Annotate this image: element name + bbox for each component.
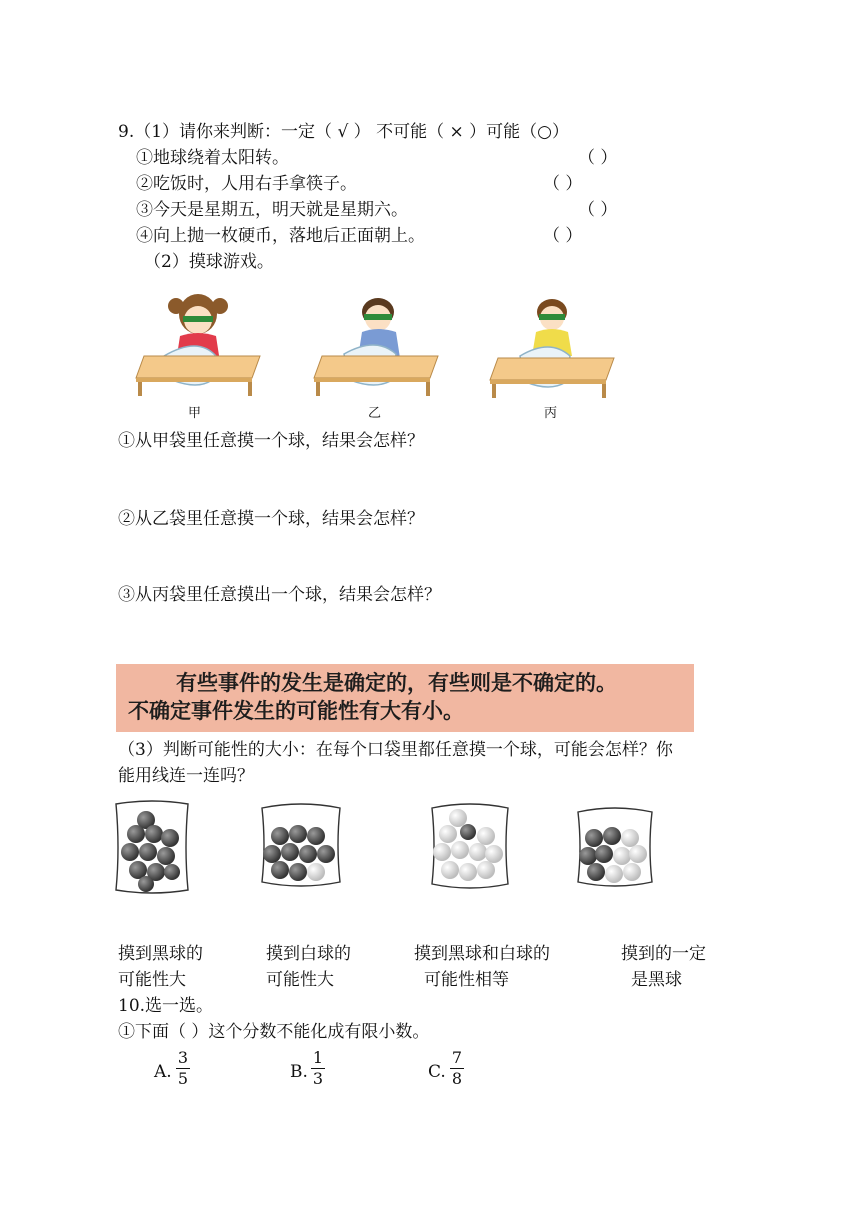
option-a-numerator: 3 — [177, 1048, 189, 1067]
scene-label-jia: 甲 — [188, 406, 202, 421]
blindfold-icon — [364, 314, 392, 320]
prob-label-4-line2: 是黑球 — [631, 970, 682, 990]
table-icon — [490, 358, 614, 380]
option-b-letter[interactable]: B. — [290, 1062, 308, 1082]
q9-item-2-blank[interactable]: （ ） — [543, 174, 583, 194]
q9-question-2: ②从乙袋里任意摸一个球，结果会怎样？ — [118, 509, 424, 529]
scene-yi-illustration — [306, 280, 446, 400]
q9-item-4: ④向上抛一枚硬币，落地后正面朝上。 — [136, 226, 425, 246]
q9-item-1-blank[interactable]: （ ） — [578, 148, 618, 168]
scene-label-bing: 丙 — [544, 406, 558, 421]
option-c-letter[interactable]: C. — [428, 1062, 446, 1082]
scene-bing-illustration — [482, 282, 622, 402]
q9-item-3: ③今天是星期五，明天就是星期六。 — [136, 200, 408, 220]
option-b-denominator: 3 — [312, 1069, 324, 1088]
ball-bag-4 — [574, 804, 656, 890]
option-c-denominator: 8 — [451, 1069, 463, 1088]
ball-bag-1 — [112, 798, 192, 898]
blindfold-icon — [539, 314, 565, 320]
note-line-2: 不确定事件发生的可能性有大有小。 — [128, 699, 464, 723]
q10-question-1: ①下面（ ）这个分数不能化成有限小数。 — [118, 1022, 430, 1042]
prob-label-2-line2: 可能性大 — [266, 970, 334, 990]
blindfold-icon — [183, 316, 213, 322]
prob-label-3-line2: 可能性相等 — [424, 970, 509, 990]
option-c-fraction[interactable] — [450, 1050, 464, 1087]
prob-label-1-line2: 可能性大 — [118, 970, 186, 990]
q9-question-1: ①从甲袋里任意摸一个球，结果会怎样？ — [118, 431, 424, 451]
ball-bag-2 — [258, 800, 344, 890]
option-a-denominator: 5 — [177, 1069, 189, 1088]
prob-label-4-line1: 摸到的一定 — [621, 944, 706, 964]
q9-item-3-blank[interactable]: （ ） — [578, 200, 618, 220]
prob-label-3-line1: 摸到黑球和白球的 — [414, 944, 550, 964]
ball-bag-3 — [428, 800, 512, 892]
q9-item-2: ②吃饭时，人用右手拿筷子。 — [136, 174, 357, 194]
q9-header: 9.（1）请你来判断：一定（ √ ） 不可能（ × ）可能（○） — [118, 122, 569, 142]
table-icon — [314, 356, 438, 378]
part3-line-1: （3）判断可能性的大小：在每个口袋里都任意摸一个球，可能会怎样？你 — [118, 740, 673, 760]
q9-item-4-blank[interactable]: （ ） — [543, 226, 583, 246]
q9-item-1: ①地球绕着太阳转。 — [136, 148, 289, 168]
note-box — [116, 664, 694, 732]
option-a-fraction[interactable] — [176, 1050, 190, 1087]
q9-part2-title: （2）摸球游戏。 — [144, 252, 274, 272]
option-a-letter[interactable]: A. — [154, 1062, 172, 1082]
note-line-1: 有些事件的发生是确定的，有些则是不确定的。 — [176, 671, 617, 695]
prob-label-2-line1: 摸到白球的 — [266, 944, 351, 964]
table-icon — [136, 356, 260, 378]
q9-question-3: ③从丙袋里任意摸出一个球，结果会怎样？ — [118, 585, 441, 605]
scene-label-yi: 乙 — [368, 406, 382, 421]
option-b-fraction[interactable] — [311, 1050, 325, 1087]
option-c-numerator: 7 — [451, 1048, 463, 1067]
scene-jia-illustration — [128, 280, 268, 400]
prob-label-1-line1: 摸到黑球的 — [118, 944, 203, 964]
option-b-numerator: 1 — [312, 1048, 324, 1067]
q10-title: 10.选一选。 — [118, 996, 214, 1016]
part3-line-2: 能用线连一连吗？ — [118, 766, 254, 786]
